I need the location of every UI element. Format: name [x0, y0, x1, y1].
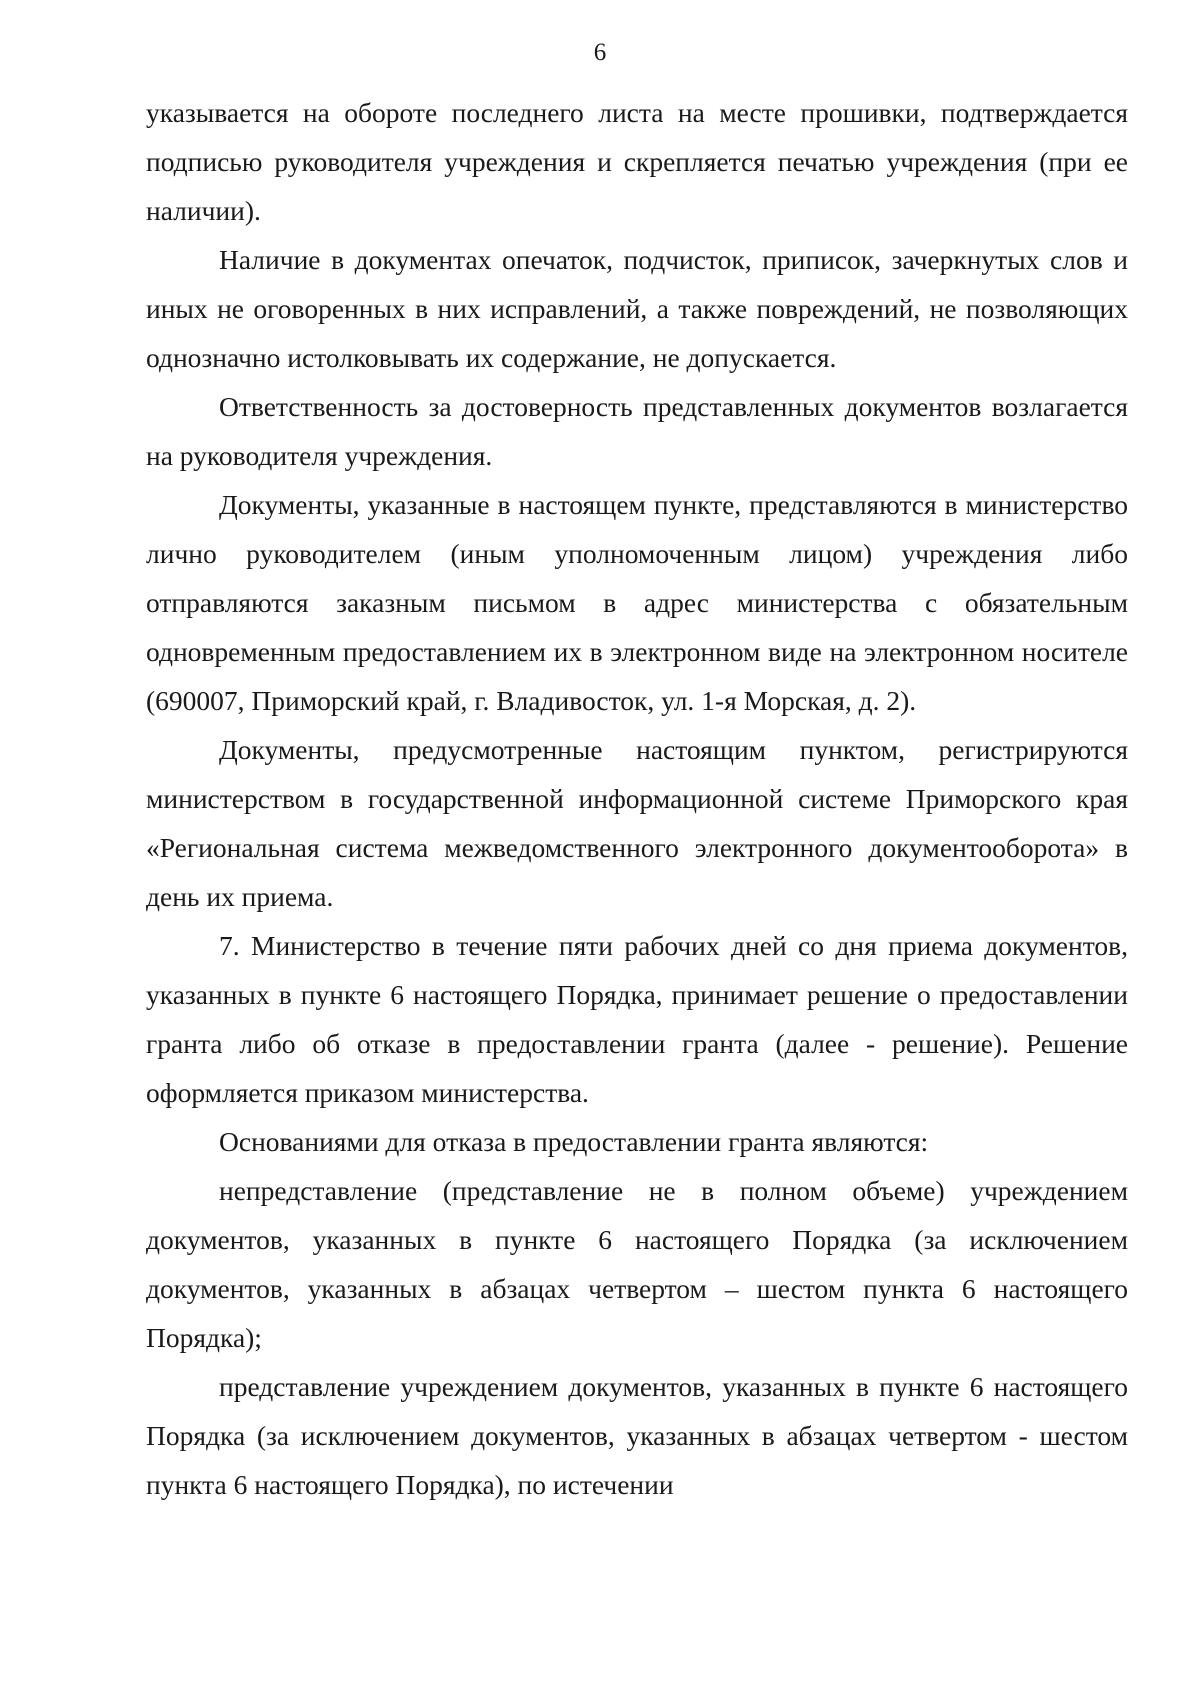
paragraph-registration: Документы, предусмотренные настоящим пунктом, регистрируются министерством в государственной информационной системе Приморского края «Региональная система межведомственного электронного документооборота» в день их приема. [146, 734, 1128, 912]
paragraph-no-corrections: Наличие в документах опечаток, подчисток, приписок, зачеркнутых слов и иных не оговоренных в них исправлений, а также повреждений, не позволяющих однозначно истолковывать их содержание, не допускается. [146, 244, 1128, 373]
paragraph-continuation: указывается на обороте последнего листа на месте прошивки, подтверждается подписью руководителя учреждения и скрепляется печатью учреждения (при ее наличии). [146, 97, 1128, 226]
paragraph-submission: Документы, указанные в настоящем пункте, представляются в министерство лично руководителем (иным уполномоченным лицом) учреждения либо отправляются заказным письмом в адрес министерства с обязательным одновременным предоставлением их в электронном виде на электронном носителе (690007, Приморский край, г. Владивосток, ул. 1-я Морская, д. 2). [146, 489, 1128, 716]
paragraph-refusal-grounds: Основаниями для отказа в предоставлении гранта являются: [219, 1126, 929, 1157]
document-body [146, 88, 1128, 1509]
paragraph-ground-non-submission: непредставление (представление не в полном объеме) учреждением документов, указанных в пункте 6 настоящего Порядка (за исключением документов, указанных в абзацах четвертом – шестом пункта 6 настоящего Порядка); [146, 1175, 1128, 1353]
page-number: 6 [593, 39, 607, 66]
paragraph-item-7: 7. Министерство в течение пяти рабочих дней со дня приема документов, указанных в пункте 6 настоящего Порядка, принимает решение о предоставлении гранта либо об отказе в предоставлении гранта (далее - решение). Решение оформляется приказом министерства. [146, 930, 1128, 1108]
paragraph-responsibility: Ответственность за достоверность представленных документов возлагается на руководителя учреждения. [146, 391, 1128, 471]
paragraph-ground-late-submission: представление учреждением документов, указанных в пункте 6 настоящего Порядка (за исключением документов, указанных в абзацах четвертом - шестом пункта 6 настоящего Порядка), по истечении [146, 1371, 1128, 1500]
